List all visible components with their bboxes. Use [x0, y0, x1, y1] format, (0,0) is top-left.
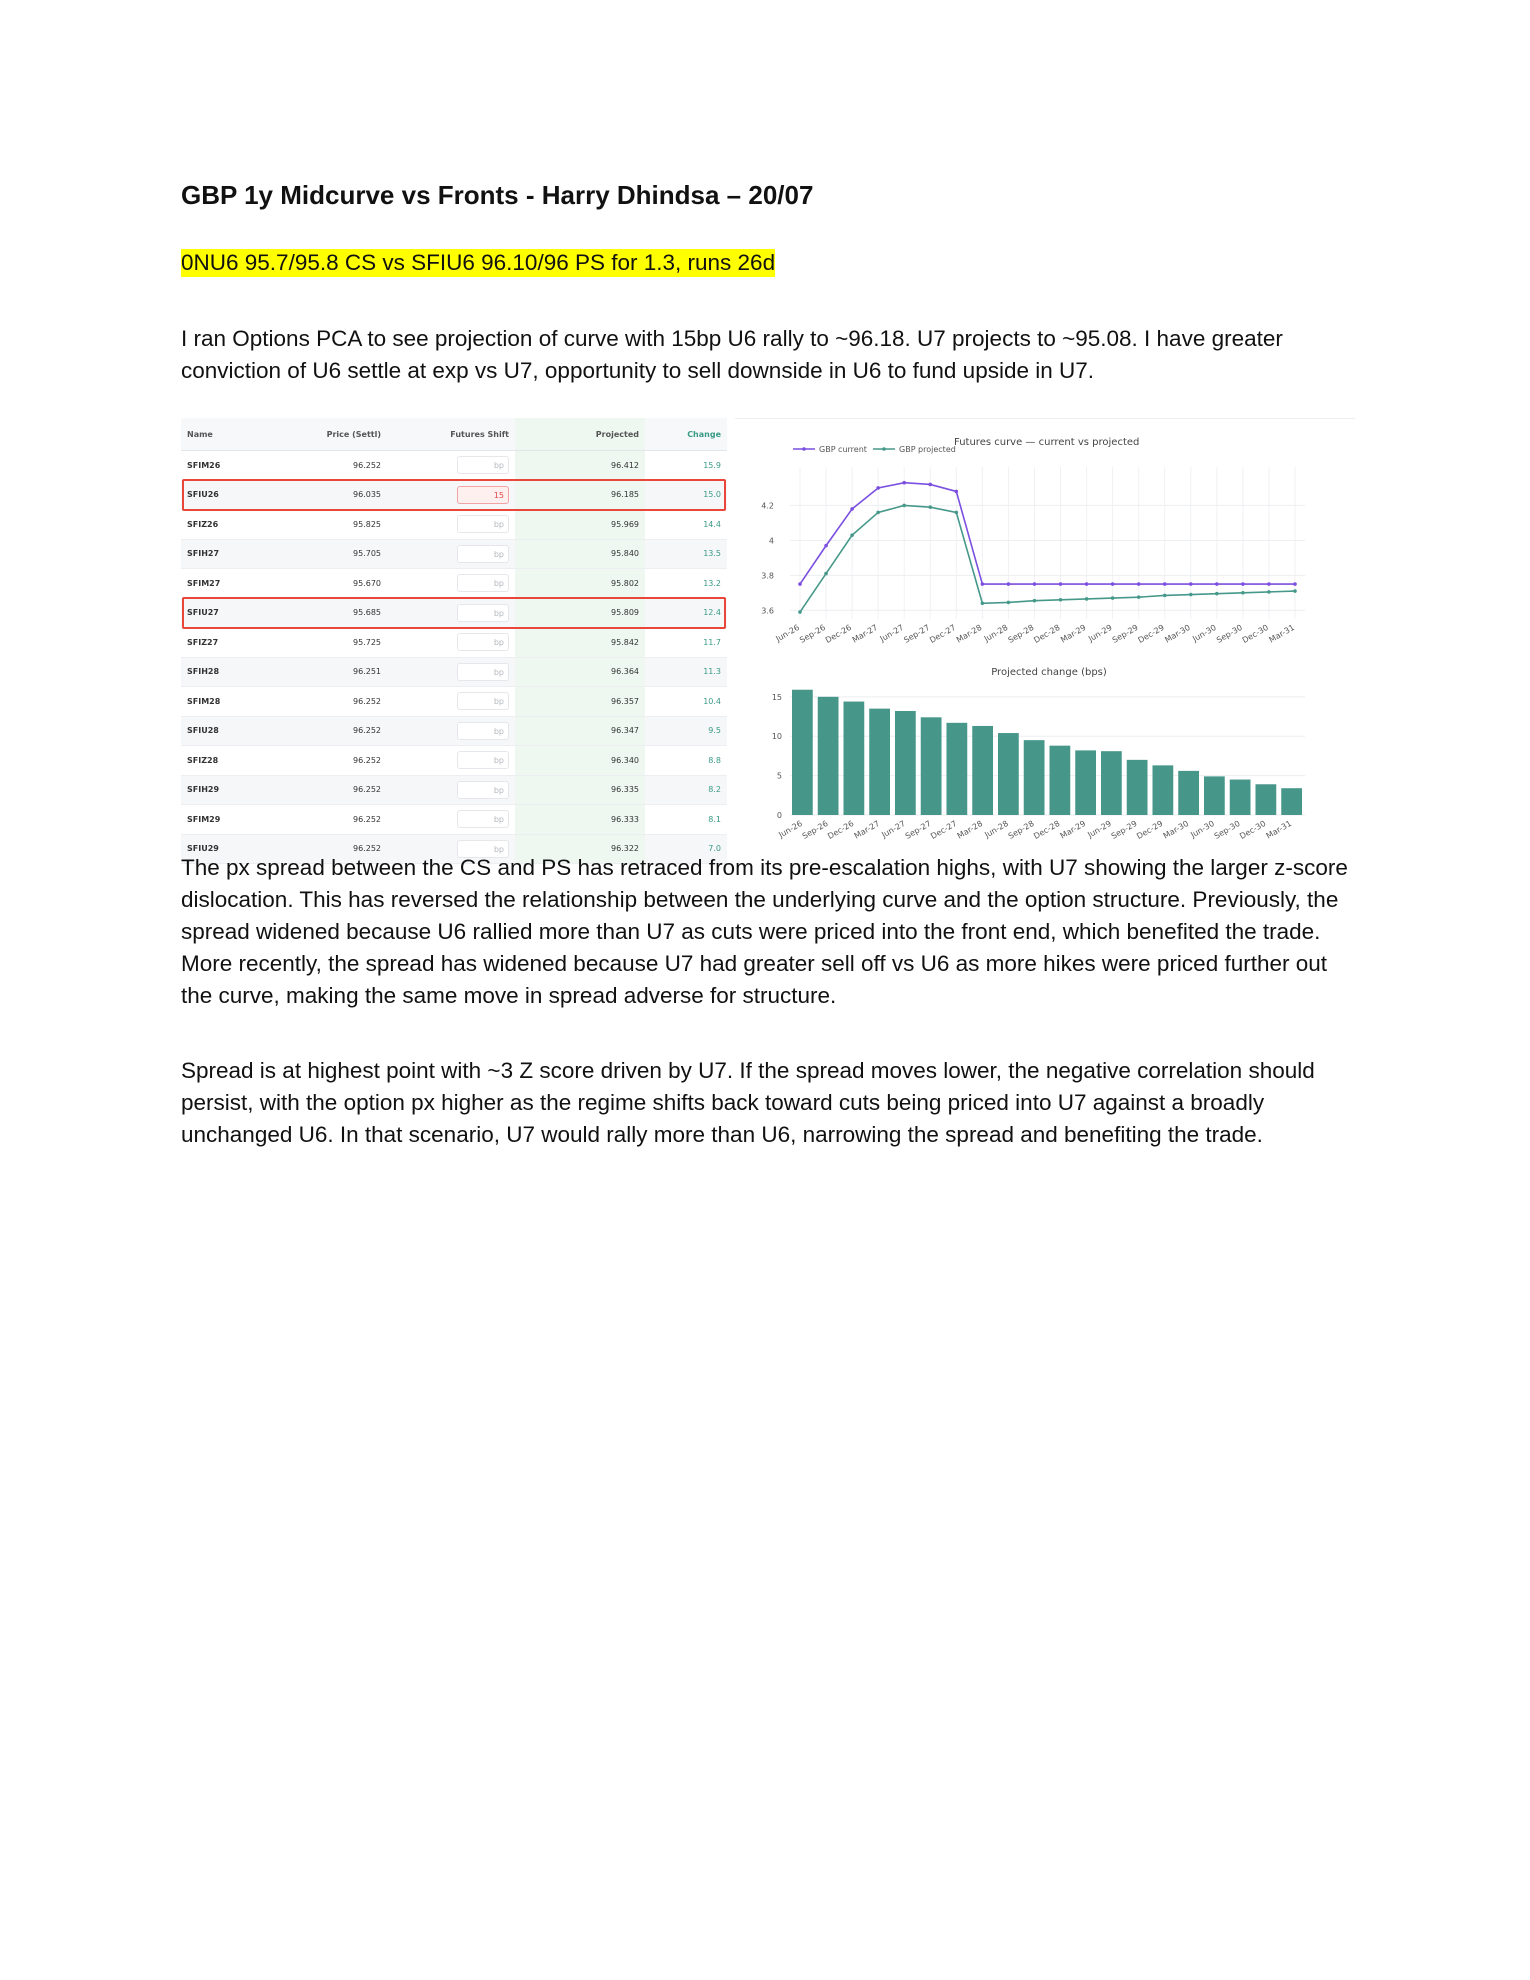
- futures-shift-input[interactable]: bp: [457, 663, 509, 681]
- bar-chart-x-tick-label: Mar-29: [1058, 818, 1088, 841]
- data-point-projected: [1111, 596, 1115, 600]
- bar: [1101, 751, 1122, 815]
- bar: [1256, 784, 1277, 815]
- futures-shift-input[interactable]: bp: [457, 604, 509, 622]
- cell-change: 13.2: [645, 569, 727, 599]
- cell-name: SFIM26: [181, 451, 267, 481]
- cell-projected: 96.335: [515, 775, 645, 805]
- data-point-current: [798, 582, 802, 586]
- cell-projected: 96.412: [515, 451, 645, 481]
- line-chart-x-tick-label: Mar-30: [1163, 622, 1192, 645]
- cell-name: SFIM29: [181, 805, 267, 835]
- bar-chart-x-tick-label: Jun-26: [777, 818, 804, 840]
- bar-chart-x-tick-label: Sep-29: [1109, 818, 1139, 841]
- bar: [1050, 746, 1071, 815]
- line-chart-x-tick-label: Sep-29: [1110, 622, 1140, 645]
- bar: [1281, 788, 1302, 815]
- data-point-current: [928, 483, 932, 487]
- cell-change: 13.5: [645, 539, 727, 569]
- cell-name: SFIU29: [181, 834, 267, 864]
- bar: [1127, 760, 1148, 815]
- cell-change: 10.4: [645, 687, 727, 717]
- bar: [1024, 740, 1045, 815]
- legend-label-current: GBP current: [819, 445, 867, 454]
- line-chart-x-tick-label: Dec-27: [928, 622, 958, 646]
- cell-price: 95.670: [267, 569, 387, 599]
- bar-chart-x-tick-label: Jun-27: [880, 818, 907, 840]
- line-chart-x-tick-label: Jun-28: [982, 622, 1010, 644]
- legend-marker: [882, 447, 886, 451]
- table-row: [181, 451, 727, 481]
- table-header-row: [181, 418, 727, 451]
- data-point-projected: [1033, 599, 1037, 603]
- futures-shift-input[interactable]: bp: [457, 751, 509, 769]
- cell-projected: 95.969: [515, 510, 645, 540]
- data-point-current: [1085, 582, 1089, 586]
- bar: [1153, 765, 1174, 815]
- bar-chart-x-tick-label: Dec-26: [826, 818, 856, 842]
- header-name: Name: [181, 418, 267, 451]
- data-point-projected: [1267, 590, 1271, 594]
- cell-price: 96.252: [267, 805, 387, 835]
- bar: [1075, 750, 1096, 815]
- line-chart-x-tick-label: Jun-27: [878, 622, 906, 644]
- cell-price: 95.705: [267, 539, 387, 569]
- line-chart-x-tick-label: Mar-31: [1267, 622, 1296, 645]
- data-point-current: [850, 507, 854, 511]
- bar-chart-y-tick-label: 10: [771, 732, 782, 742]
- bar: [895, 711, 916, 815]
- cell-futures-shift: [387, 805, 515, 835]
- cell-price: 95.825: [267, 510, 387, 540]
- cell-name: SFIM28: [181, 687, 267, 717]
- cell-name: SFIZ26: [181, 510, 267, 540]
- data-point-projected: [1189, 593, 1193, 597]
- cell-price: 96.252: [267, 834, 387, 864]
- data-point-projected: [1241, 591, 1245, 595]
- data-point-current: [1293, 582, 1297, 586]
- table-body: [181, 451, 727, 864]
- table-row: [181, 510, 727, 540]
- cell-futures-shift: [387, 451, 515, 481]
- line-chart-x-tick-label: Jun-29: [1086, 622, 1114, 644]
- cell-projected: 96.333: [515, 805, 645, 835]
- data-point-projected: [928, 505, 932, 509]
- series-line-current: [800, 483, 1295, 584]
- bar-chart-title: Projected change (bps): [991, 667, 1107, 678]
- table-row: [181, 657, 727, 687]
- cell-name: SFIH28: [181, 657, 267, 687]
- bar-chart-x-tick-label: Dec-28: [1032, 818, 1062, 842]
- data-point-current: [1189, 582, 1193, 586]
- bar: [869, 709, 890, 815]
- data-point-current: [1059, 582, 1063, 586]
- cell-change: 8.2: [645, 775, 727, 805]
- table-row: [181, 480, 727, 510]
- cell-name: SFIH29: [181, 775, 267, 805]
- data-point-projected: [876, 511, 880, 515]
- header-futures-shift: Futures Shift: [387, 418, 515, 451]
- document-title: GBP 1y Midcurve vs Fronts - Harry Dhindsa – 20/07: [181, 180, 814, 210]
- header-projected: Projected: [515, 418, 645, 451]
- cell-projected: 95.840: [515, 539, 645, 569]
- line-chart-x-tick-label: Sep-26: [798, 622, 828, 645]
- cell-projected: 96.357: [515, 687, 645, 717]
- bar-chart-y-tick-label: 5: [776, 771, 782, 781]
- bar-chart-x-tick-label: Mar-27: [852, 818, 882, 841]
- cell-futures-shift: [387, 569, 515, 599]
- data-point-projected: [1137, 595, 1141, 599]
- cell-change: 12.4: [645, 598, 727, 628]
- bar-chart-x-tick-label: Dec-27: [929, 818, 959, 842]
- line-chart-x-tick-label: Sep-27: [902, 622, 932, 645]
- futures-shift-input[interactable]: bp: [457, 810, 509, 828]
- bar: [947, 723, 968, 815]
- data-point-projected: [1059, 598, 1063, 602]
- futures-projection-table: [181, 418, 727, 864]
- futures-projection-table-panel: [181, 418, 727, 854]
- cell-change: 7.0: [645, 834, 727, 864]
- charts-panel: [735, 418, 1355, 849]
- cell-name: SFIU26: [181, 480, 267, 510]
- cell-change: 11.3: [645, 657, 727, 687]
- data-point-projected: [1293, 589, 1297, 593]
- data-point-current: [1137, 582, 1141, 586]
- bar: [792, 690, 813, 815]
- bar: [972, 726, 993, 815]
- cell-change: 8.8: [645, 746, 727, 776]
- cell-projected: 96.340: [515, 746, 645, 776]
- cell-projected: 95.842: [515, 628, 645, 658]
- cell-price: 96.035: [267, 480, 387, 510]
- bar: [844, 702, 865, 815]
- line-chart-y-tick-label: 3.6: [761, 606, 774, 616]
- data-point-current: [876, 486, 880, 490]
- table-row: [181, 598, 727, 628]
- line-chart-x-tick-label: Mar-27: [850, 622, 880, 645]
- cell-change: 15.9: [645, 451, 727, 481]
- data-point-current: [1163, 582, 1167, 586]
- line-chart-x-tick-label: Dec-30: [1240, 622, 1270, 646]
- cell-futures-shift: [387, 628, 515, 658]
- cell-price: 96.252: [267, 716, 387, 746]
- futures-shift-input[interactable]: bp: [457, 515, 509, 533]
- line-chart-y-tick-label: 4.2: [761, 501, 774, 511]
- cell-price: 95.685: [267, 598, 387, 628]
- paragraph-pca-projection: I ran Options PCA to see projection of curve with 15bp U6 rally to ~96.18. U7 projects to ~95.08. I have greater conviction of U6 settle at exp vs U7, opportunity to sell downside in U6 to fund upside in U7.: [181, 326, 1283, 383]
- table-row: [181, 628, 727, 658]
- data-point-projected: [1163, 594, 1167, 598]
- table-row: [181, 746, 727, 776]
- cell-futures-shift: [387, 510, 515, 540]
- bar-chart-x-tick-label: Jun-30: [1189, 818, 1216, 840]
- cell-futures-shift: [387, 775, 515, 805]
- bar-chart-x-tick-label: Sep-28: [1006, 818, 1036, 841]
- legend-label-projected: GBP projected: [899, 445, 956, 454]
- cell-price: 96.251: [267, 657, 387, 687]
- data-point-current: [1241, 582, 1245, 586]
- bar-chart-y-tick-label: 15: [771, 692, 782, 702]
- cell-futures-shift: [387, 716, 515, 746]
- bar-chart-x-tick-label: Sep-30: [1212, 818, 1242, 841]
- line-chart-title: Futures curve — current vs projected: [954, 437, 1140, 448]
- futures-shift-input[interactable]: 15: [457, 486, 509, 504]
- data-point-current: [1007, 582, 1011, 586]
- cell-price: 96.252: [267, 687, 387, 717]
- legend-marker: [802, 447, 806, 451]
- line-chart-x-tick-label: Dec-28: [1032, 622, 1062, 646]
- cell-name: SFIU28: [181, 716, 267, 746]
- line-chart-x-tick-label: Jun-26: [774, 622, 801, 644]
- data-point-projected: [955, 511, 959, 515]
- cell-futures-shift: [387, 598, 515, 628]
- cell-change: 14.4: [645, 510, 727, 540]
- data-point-current: [1267, 582, 1271, 586]
- cell-projected: 96.364: [515, 657, 645, 687]
- table-row: [181, 687, 727, 717]
- cell-price: 96.252: [267, 775, 387, 805]
- line-chart-y-tick-label: 3.8: [761, 571, 774, 581]
- data-point-projected: [798, 610, 802, 614]
- line-chart-x-tick-label: Jun-30: [1191, 622, 1218, 644]
- line-chart-x-tick-label: Mar-29: [1059, 622, 1088, 645]
- cell-change: 9.5: [645, 716, 727, 746]
- bar-chart-x-tick-label: Mar-30: [1161, 818, 1191, 841]
- charts-svg: [735, 419, 1355, 849]
- table-row: [181, 716, 727, 746]
- data-point-current: [981, 582, 985, 586]
- futures-shift-input[interactable]: bp: [457, 722, 509, 740]
- data-point-current: [1215, 582, 1219, 586]
- cell-name: SFIH27: [181, 539, 267, 569]
- data-point-projected: [824, 572, 828, 576]
- bar-chart-x-tick-label: Mar-28: [955, 818, 985, 841]
- trade-summary-highlight: 0NU6 95.7/95.8 CS vs SFIU6 96.10/96 PS for 1.3, runs 26d: [181, 250, 776, 275]
- bar: [818, 697, 839, 815]
- line-chart-x-tick-label: Dec-26: [823, 622, 854, 646]
- cell-price: 96.252: [267, 746, 387, 776]
- futures-shift-input[interactable]: bp: [457, 633, 509, 651]
- bar-chart-y-tick-label: 0: [776, 811, 782, 820]
- cell-projected: 95.802: [515, 569, 645, 599]
- table-row: [181, 569, 727, 599]
- cell-futures-shift: [387, 480, 515, 510]
- cell-name: SFIM27: [181, 569, 267, 599]
- series-line-projected: [800, 505, 1295, 612]
- bar: [1178, 771, 1199, 815]
- data-point-current: [1033, 582, 1037, 586]
- cell-price: 96.252: [267, 451, 387, 481]
- bar-chart-x-tick-label: Jun-29: [1086, 818, 1113, 840]
- table-row: [181, 539, 727, 569]
- bar-chart-x-tick-label: Mar-31: [1264, 818, 1294, 841]
- table-row: [181, 775, 727, 805]
- bar: [1204, 776, 1225, 815]
- bar: [998, 733, 1019, 815]
- futures-shift-input[interactable]: bp: [457, 840, 509, 858]
- cell-change: 8.1: [645, 805, 727, 835]
- cell-futures-shift: [387, 657, 515, 687]
- bar-chart-x-tick-label: Sep-26: [800, 818, 830, 841]
- header-price: Price (Settl): [267, 418, 387, 451]
- line-chart-x-tick-label: Mar-28: [954, 622, 984, 645]
- cell-futures-shift: [387, 687, 515, 717]
- data-point-projected: [850, 533, 854, 537]
- cell-projected: 96.185: [515, 480, 645, 510]
- line-chart-x-tick-label: Sep-30: [1215, 622, 1244, 645]
- header-change: Change: [645, 418, 727, 451]
- cell-projected: 96.322: [515, 834, 645, 864]
- data-point-current: [955, 490, 959, 494]
- futures-shift-input[interactable]: bp: [457, 574, 509, 592]
- data-point-projected: [1215, 592, 1219, 596]
- data-point-current: [1111, 582, 1115, 586]
- cell-projected: 95.809: [515, 598, 645, 628]
- paragraph-spread-outlook: Spread is at highest point with ~3 Z score driven by U7. If the spread moves lower, the negative correlation should persist, with the option px higher as the regime shifts back toward cuts being priced into U7 against a broadly unchanged U6. In that scenario, U7 would rally more than U6, narrowing the spread and benefiting the trade.: [181, 1058, 1315, 1147]
- cell-price: 95.725: [267, 628, 387, 658]
- line-chart-y-tick-label: 4: [768, 536, 774, 546]
- line-chart-x-tick-label: Sep-28: [1006, 622, 1036, 645]
- bar-chart-x-tick-label: Sep-27: [903, 818, 933, 841]
- cell-name: SFIU27: [181, 598, 267, 628]
- futures-shift-input[interactable]: bp: [457, 781, 509, 799]
- data-point-projected: [902, 504, 906, 508]
- cell-name: SFIZ27: [181, 628, 267, 658]
- cell-change: 11.7: [645, 628, 727, 658]
- paragraph-spread-analysis: The px spread between the CS and PS has retraced from its pre-escalation highs, with U7 showing the larger z-score dislocation. This has reversed the relationship between the underlying curve and the option structure. Previously, the spread widened because U6 rallied more than U7 as cuts were priced into the front end, which benefited the trade. More recently, the spread has widened because U7 had greater sell off vs U6 as more hikes were priced further out the curve, making the same move in spread adverse for structure.: [181, 855, 1348, 1008]
- data-point-projected: [981, 601, 985, 605]
- bar-chart-x-tick-label: Dec-30: [1238, 818, 1268, 842]
- futures-shift-input[interactable]: bp: [457, 692, 509, 710]
- futures-shift-input[interactable]: bp: [457, 456, 509, 474]
- cell-name: SFIZ28: [181, 746, 267, 776]
- line-chart-x-tick-label: Dec-29: [1136, 622, 1166, 646]
- cell-projected: 96.347: [515, 716, 645, 746]
- bar-chart-x-tick-label: Dec-29: [1135, 818, 1165, 842]
- cell-change: 15.0: [645, 480, 727, 510]
- futures-shift-input[interactable]: bp: [457, 545, 509, 563]
- data-point-projected: [1085, 597, 1089, 601]
- data-point-current: [824, 544, 828, 548]
- bar: [1230, 780, 1251, 815]
- cell-futures-shift: [387, 539, 515, 569]
- bar-chart-x-tick-label: Jun-28: [983, 818, 1010, 840]
- cell-futures-shift: [387, 746, 515, 776]
- data-point-projected: [1007, 601, 1011, 605]
- bar: [921, 717, 942, 815]
- data-point-current: [902, 481, 906, 485]
- table-row: [181, 805, 727, 835]
